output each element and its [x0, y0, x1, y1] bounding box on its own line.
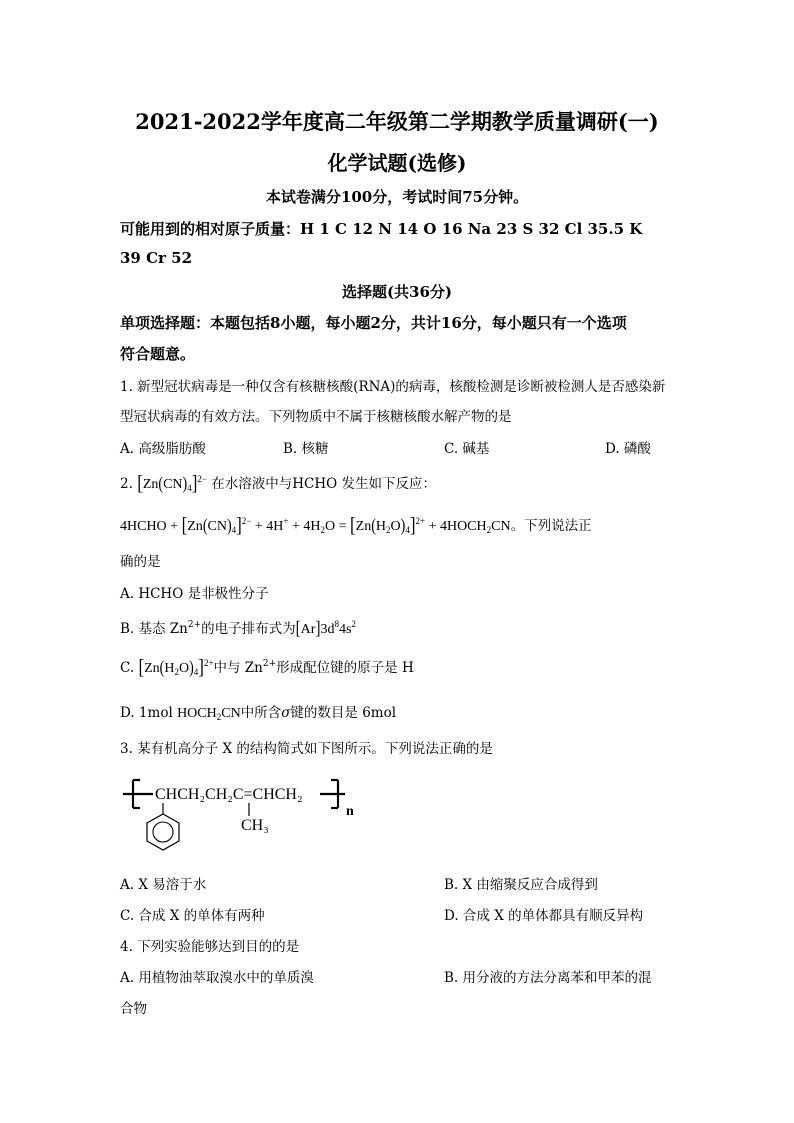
q3-option-d: D. 合成 X 的单体都具有顺反异构 [444, 908, 644, 924]
q2-option-b-mid: 的电子排布式为 [201, 621, 296, 637]
q3-benzene-ring [147, 803, 179, 850]
q2-equation-tail: 。下列说法正 [510, 518, 592, 534]
q2-option-c-mid: 中与 Zn [213, 660, 263, 676]
q1-stem-line1: 1. 新型冠状病毒是一种仅含有核糖核酸(RNA)的病毒，核酸检测是诊断被检测人是否感染新 [120, 379, 666, 395]
q2-option-c: C. $[Zn(H_2O)_4]^{2+}$中与 $Zn^{2+}$形成配位键的原子是 H [120, 654, 414, 679]
q3-option-b: B. X 由缩聚反应合成得到 [444, 877, 598, 893]
q2-number: 2. [120, 476, 133, 492]
page-title: 2021-2022学年度高二年级第二学期教学质量调研(一) [135, 109, 659, 134]
q4-option-b-line2: 合物 [120, 1001, 147, 1017]
q1-option-c: C. 碱基 [444, 441, 490, 457]
q2-option-c-prefix: C. [120, 660, 135, 676]
q1-stem-line2: 型冠状病毒的有效方法。下列物质中不属于核糖核酸水解产物的是 [120, 409, 512, 425]
q2-equation: 4HCHO + $[Zn(CN)_4]^{2-} + 4H^+ + 4H_2O = [Zn(H_2O)_4]^{2+}$ + $4HOCH_2CN$ [120, 512, 511, 537]
q3-methyl: CH₃ [241, 817, 269, 834]
q2-option-a: A. HCHO 是非极性分子 [120, 586, 269, 602]
q2-option-c-complex: $[Zn(H_2O)_4]^{2+}$ [138, 654, 214, 679]
q3-structure-diagram [115, 768, 375, 876]
page-subtitle: 化学试题(选修) [327, 151, 467, 175]
q4-option-b-line1: B. 用分液的方法分离苯和甲苯的混 [444, 970, 652, 986]
q3-repeat-n: n [346, 804, 354, 819]
q2-stem-line1 [120, 472, 436, 493]
section-instruction-line1: 单项选择题：本题包括8小题，每小题2分，共计16分，每小题只有一个选项 [120, 314, 627, 332]
q2-option-d-prefix: D. 1mol [120, 705, 173, 721]
q1-option-a: A. 高级脂肪酸 [120, 441, 206, 457]
q2-option-c-tail: 形成配位键的原子是 H [276, 660, 414, 676]
q3-stem: 3. 某有机高分子 X 的结构简式如下图所示。下列说法正确的是 [120, 741, 493, 757]
q3-main-chain: CHCH₂CH₂C=CHCH₂ [155, 786, 303, 803]
q2-stem-line3: 确的是 [120, 554, 161, 570]
section-title: 选择题(共36分) [341, 283, 453, 301]
q2-option-d-sigma: σ [281, 705, 291, 721]
q2-complex-formula: $[Zn(CN)_4]^{2-}$ [137, 470, 207, 495]
q2-option-d-formula: $HOCH_2CN$ [177, 706, 241, 722]
q3-option-a: A. X 易溶于水 [120, 877, 207, 893]
q1-option-d: D. 磷酸 [605, 441, 651, 457]
q2-option-d-mid: 中所含 [240, 705, 282, 721]
q2-option-d-tail: 键的数目是 6mol [290, 705, 397, 721]
q2-equation-line [120, 514, 592, 535]
q4-option-a: A. 用植物油萃取溴水中的单质溴 [120, 970, 314, 986]
exam-info: 本试卷满分100分，考试时间75分钟。 [265, 188, 529, 206]
atomic-masses-line2: 39 Cr 52 [120, 249, 193, 267]
q4-stem: 4. 下列实验能够达到目的的是 [120, 939, 300, 955]
q2-option-b: B. 基态 $Zn^{2+}$的电子排布式为$[Ar]3d^84s^2$ [120, 618, 356, 639]
section-instruction-line2: 符合题意。 [120, 345, 196, 363]
q1-option-b: B. 核糖 [283, 441, 329, 457]
q2-stem-tail: 在水溶液中与HCHO 发生如下反应： [211, 476, 436, 492]
q3-option-c: C. 合成 X 的单体有两种 [120, 908, 265, 924]
q2-option-d [120, 701, 396, 722]
q2-option-b-prefix: B. 基态 Zn [120, 621, 188, 637]
q2-option-b-config: $[Ar]3d^84s^2$ [295, 618, 356, 639]
atomic-masses-line1: 可能用到的相对原子质量：H 1 C 12 N 14 O 16 Na 23 S 32 Cl 35.5 K [120, 220, 643, 238]
